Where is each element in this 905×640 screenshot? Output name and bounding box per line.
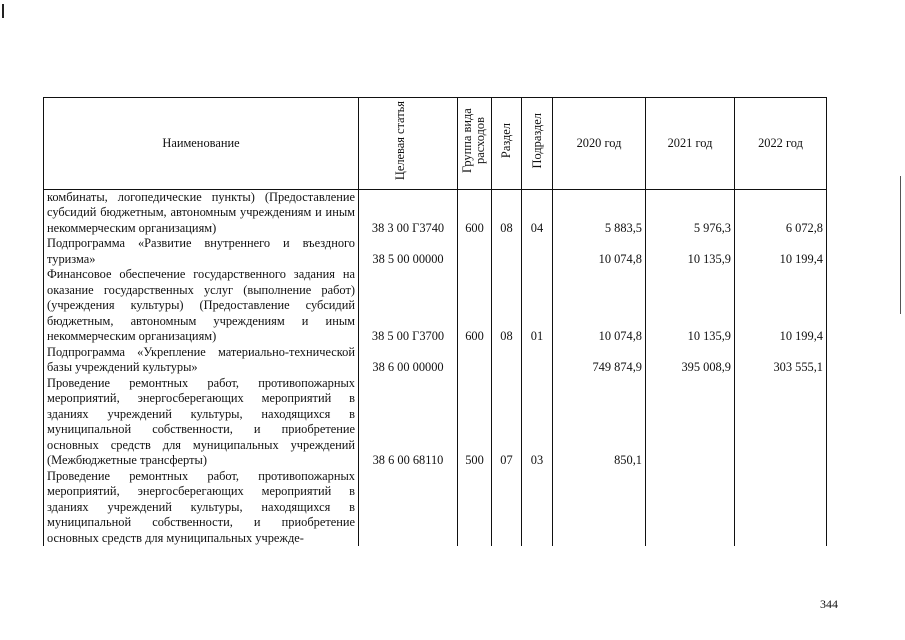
row-2020 xyxy=(553,469,646,547)
row-expense-group: 500 xyxy=(458,376,492,469)
header-year-2021: 2021 год xyxy=(646,98,735,190)
row-2021: 395 008,9 xyxy=(646,345,735,376)
header-target-article-label: Целевая статья xyxy=(393,101,407,181)
table-row xyxy=(44,376,827,469)
row-name: Подпрограмма «Развитие внутреннего и въездного туризма» xyxy=(44,236,359,267)
header-name: Наименование xyxy=(44,98,359,190)
row-target-article: 38 5 00 Г3700 xyxy=(359,267,458,345)
header-year-2022: 2022 год xyxy=(735,98,827,190)
table-row xyxy=(44,469,827,547)
row-2021: 5 976,3 xyxy=(646,189,735,236)
row-section: 08 xyxy=(492,189,522,236)
row-2021: 10 135,9 xyxy=(646,236,735,267)
row-target-article: 38 5 00 00000 xyxy=(359,236,458,267)
row-2020: 10 074,8 xyxy=(553,236,646,267)
row-target-article: 38 6 00 00000 xyxy=(359,345,458,376)
row-section xyxy=(492,469,522,547)
row-expense-group: 600 xyxy=(458,189,492,236)
scan-corner-mark xyxy=(2,4,16,18)
row-2020: 850,1 xyxy=(553,376,646,469)
row-subsection xyxy=(522,469,553,547)
row-2021 xyxy=(646,376,735,469)
row-section xyxy=(492,345,522,376)
row-name: Подпрограмма «Укрепление материально-технической базы учреждений культуры» xyxy=(44,345,359,376)
row-2020: 10 074,8 xyxy=(553,267,646,345)
row-subsection: 01 xyxy=(522,267,553,345)
row-2022: 10 199,4 xyxy=(735,236,827,267)
header-section xyxy=(492,98,522,190)
row-2020: 749 874,9 xyxy=(553,345,646,376)
row-2022: 303 555,1 xyxy=(735,345,827,376)
table-row xyxy=(44,267,827,345)
header-subsection-label: Подраздел xyxy=(529,113,544,169)
row-target-article: 38 3 00 Г3740 xyxy=(359,189,458,236)
row-target-article: 38 6 00 68110 xyxy=(359,376,458,469)
scan-edge-mark xyxy=(900,176,901,314)
row-subsection: 03 xyxy=(522,376,553,469)
row-2021 xyxy=(646,469,735,547)
row-2022 xyxy=(735,469,827,547)
row-expense-group xyxy=(458,469,492,547)
header-expense-group xyxy=(458,98,492,190)
row-target-article xyxy=(359,469,458,547)
row-section: 08 xyxy=(492,267,522,345)
row-expense-group: 600 xyxy=(458,267,492,345)
table-row xyxy=(44,236,827,267)
header-section-label: Раздел xyxy=(499,123,513,159)
row-2022 xyxy=(735,376,827,469)
table-row xyxy=(44,189,827,236)
row-name: комбинаты, логопедические пункты) (Предоставление субсидий бюджетным, автономным учреждениям и иным некоммерческим организациям) xyxy=(44,189,359,236)
row-2020: 5 883,5 xyxy=(553,189,646,236)
row-section xyxy=(492,236,522,267)
table-header-row xyxy=(44,98,827,190)
header-expense-group-label: Группа вида расходов xyxy=(459,108,487,174)
row-name: Финансовое обеспечение государственного задания на оказание государственных услуг (выполнение работ) (учреждения культуры) (Предоставление субсидий бюджетным, автономным учреждениям и иным некоммерческим организациям) xyxy=(44,267,359,345)
table-row xyxy=(44,345,827,376)
row-expense-group xyxy=(458,345,492,376)
row-subsection xyxy=(522,236,553,267)
budget-table xyxy=(43,97,827,546)
row-2022: 6 072,8 xyxy=(735,189,827,236)
row-subsection: 04 xyxy=(522,189,553,236)
row-2021: 10 135,9 xyxy=(646,267,735,345)
row-name: Проведение ремонтных работ, противопожарных мероприятий, энергосберегающих мероприятий в зданиях учреждений культуры, находящихся в муниципальной собственности, и приобретение основных средств для муниципальных учрежде- xyxy=(44,469,359,547)
header-target-article xyxy=(359,98,458,190)
row-subsection xyxy=(522,345,553,376)
header-year-2020: 2020 год xyxy=(553,98,646,190)
page-number: 344 xyxy=(820,597,838,611)
row-section: 07 xyxy=(492,376,522,469)
row-expense-group xyxy=(458,236,492,267)
header-subsection xyxy=(522,98,553,190)
row-name: Проведение ремонтных работ, противопожарных мероприятий, энергосберегающих мероприятий в зданиях учреждений культуры, находящихся в муниципальной собственности, и приобретение основных средств для муниципальных учреждений (Межбюджетные трансферты) xyxy=(44,376,359,469)
row-2022: 10 199,4 xyxy=(735,267,827,345)
